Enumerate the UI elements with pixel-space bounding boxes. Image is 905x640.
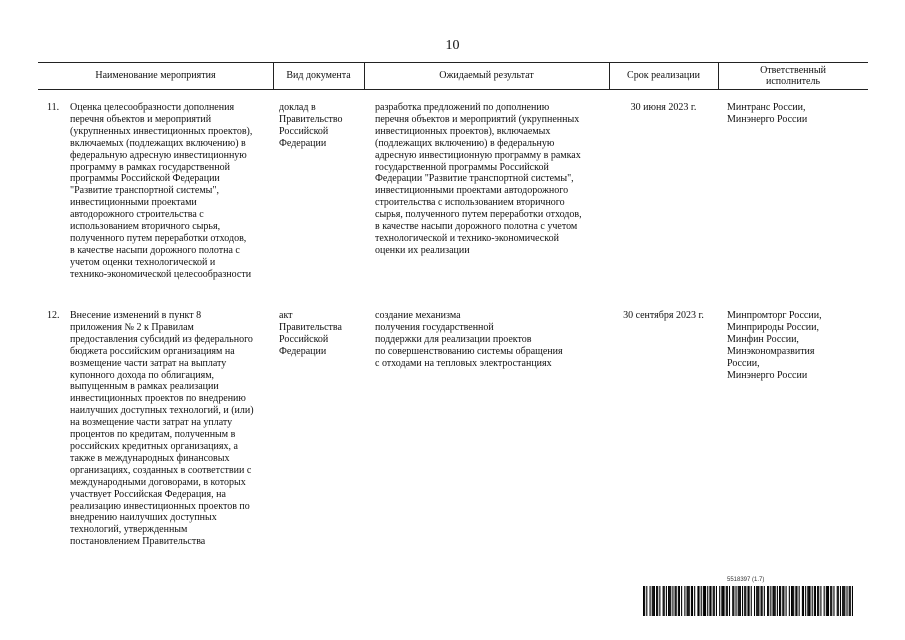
- row-executor: Минтранс России, Минэнерго России: [727, 102, 808, 125]
- barcode-bar: [786, 586, 787, 616]
- barcode-bar: [824, 586, 825, 616]
- barcode-bar: [780, 586, 781, 616]
- barcode-bar: [678, 586, 679, 616]
- barcode-bar: [704, 586, 705, 616]
- barcode-bar: [657, 586, 658, 616]
- barcode-bar: [707, 586, 708, 616]
- barcode-bar: [749, 586, 750, 616]
- barcode-bar: [722, 586, 723, 616]
- row-executor: Минпромторг России, Минприроды России, Минфин России, Минэкономразвития России, Минэнерго России: [727, 310, 822, 381]
- barcode-bar: [818, 586, 819, 616]
- header-executor: Ответственный исполнитель: [760, 64, 826, 87]
- barcode-bar: [844, 586, 845, 616]
- barcode-bar: [703, 586, 704, 616]
- row-doc-type: доклад в Правительство Российской Федерации: [279, 102, 343, 149]
- barcode-bar: [691, 586, 692, 616]
- barcode-bar: [777, 586, 778, 616]
- barcode-bar: [807, 586, 808, 616]
- barcode-bar: [762, 586, 763, 616]
- barcode-bar: [663, 586, 664, 616]
- barcode-bar: [684, 586, 685, 616]
- barcode-bar: [659, 586, 660, 616]
- barcode-bar: [789, 586, 790, 616]
- barcode-bar: [768, 586, 769, 616]
- barcode-bar: [656, 586, 657, 616]
- row-deadline: 30 сентября 2023 г.: [623, 310, 704, 321]
- page-number: 10: [445, 38, 460, 53]
- barcode-bar: [826, 586, 827, 616]
- barcode-bar: [653, 586, 654, 616]
- barcode-bar: [679, 586, 680, 616]
- barcode-bar: [838, 586, 839, 616]
- barcode-bar: [782, 586, 783, 616]
- barcode-bar: [719, 586, 720, 616]
- barcode-bar: [761, 586, 762, 616]
- barcode-bar: [694, 586, 695, 616]
- barcode-bar: [714, 586, 715, 616]
- barcode-bar: [692, 586, 693, 616]
- barcode-bar: [672, 586, 673, 616]
- barcode-bar: [729, 586, 730, 616]
- barcode-bar: [666, 586, 667, 616]
- barcode-bar: [772, 586, 773, 616]
- barcode-bar: [805, 586, 806, 616]
- barcode: [643, 586, 853, 616]
- barcode-bar: [837, 586, 838, 616]
- barcode-bar: [739, 586, 740, 616]
- row-name: Оценка целесообразности дополнения перечня объектов и мероприятий (укрупненных инвестиционных проектов), включаемых (подлежащих включению) в федеральную адресную инвестиционную программу в рамках государственной программы Российской Федерации "Развитие транспортной системы", инвестиционными проектами автодорожного строительства с использованием вторичного сырья, полученного путем переработки отходов, в качестве насыпи дорожного полотна с учетом оценки технологической и технико-экономической целесообразности: [70, 102, 253, 280]
- row-number: 12.: [47, 310, 60, 321]
- barcode-bar: [820, 586, 821, 616]
- barcode-bar: [697, 586, 698, 616]
- barcode-bar: [850, 586, 851, 616]
- barcode-bar: [814, 586, 815, 616]
- barcode-bar: [726, 586, 727, 616]
- barcode-bar: [791, 586, 792, 616]
- barcode-bar: [770, 586, 771, 616]
- barcode-bar: [698, 586, 699, 616]
- barcode-bar: [670, 586, 671, 616]
- barcode-bar: [833, 586, 834, 616]
- row-number: 11.: [47, 102, 60, 113]
- barcode-bar: [727, 586, 728, 616]
- row-deadline: 30 июня 2023 г.: [630, 102, 697, 113]
- barcode-bar: [654, 586, 655, 616]
- barcode-bar: [652, 586, 653, 616]
- row-result: разработка предложений по дополнению перечня объектов и мероприятий (укрупненных инвестиционных проектов), включаемых (подлежащих включению) в федеральную адресную инвестиционную программу в рамках государственной программы Российской Федерации "Развитие транспортной системы", инвестиционными проектами автодорожного строительства с использованием вторичного сырья, полученного путем переработки отходов, в качестве насыпи дорожного полотна с учетом технологической и технико-экономической оценки их реализации: [375, 102, 582, 256]
- barcode-bar: [795, 586, 796, 616]
- barcode-bar: [758, 586, 759, 616]
- barcode-bar: [754, 586, 755, 616]
- barcode-bar: [757, 586, 758, 616]
- barcode-bar: [852, 586, 853, 616]
- barcode-bar: [710, 586, 711, 616]
- barcode-bar: [705, 586, 706, 616]
- barcode-bar: [669, 586, 670, 616]
- barcode-bar: [809, 586, 810, 616]
- barcode-bar: [849, 586, 850, 616]
- barcode-bar: [751, 586, 752, 616]
- barcode-bar: [688, 586, 689, 616]
- header-doc-type: Вид документа: [286, 70, 351, 81]
- barcode-bar: [831, 586, 832, 616]
- barcode-bar: [803, 586, 804, 616]
- barcode-bar: [676, 586, 677, 616]
- barcode-bar: [747, 586, 748, 616]
- barcode-bar: [733, 586, 734, 616]
- barcode-bar: [827, 586, 828, 616]
- barcode-bar: [796, 586, 797, 616]
- barcode-bar: [828, 586, 829, 616]
- barcode-bar: [779, 586, 780, 616]
- barcode-bar: [646, 586, 647, 616]
- barcode-id: 5518397 (1.7): [727, 577, 765, 583]
- barcode-bar: [793, 586, 794, 616]
- barcode-bar: [721, 586, 722, 616]
- barcode-bar: [756, 586, 757, 616]
- barcode-bar: [735, 586, 736, 616]
- row-doc-type: акт Правительства Российской Федерации: [279, 310, 342, 357]
- barcode-bar: [742, 586, 743, 616]
- barcode-bar: [732, 586, 733, 616]
- barcode-bar: [650, 586, 651, 616]
- barcode-bar: [701, 586, 702, 616]
- barcode-bar: [689, 586, 690, 616]
- barcode-bar: [830, 586, 831, 616]
- barcode-bar: [840, 586, 841, 616]
- barcode-bar: [799, 586, 800, 616]
- barcode-bar: [643, 586, 644, 616]
- barcode-bar: [802, 586, 803, 616]
- barcode-bar: [716, 586, 717, 616]
- barcode-bar: [724, 586, 725, 616]
- barcode-bar: [740, 586, 741, 616]
- barcode-bar: [713, 586, 714, 616]
- barcode-bar: [744, 586, 745, 616]
- barcode-bar: [681, 586, 682, 616]
- barcode-bar: [843, 586, 844, 616]
- barcode-bar: [783, 586, 784, 616]
- barcode-bar: [846, 586, 847, 616]
- barcode-bar: [817, 586, 818, 616]
- header-name: Наименование мероприятия: [95, 70, 216, 81]
- barcode-bar: [812, 586, 813, 616]
- barcode-bar: [668, 586, 669, 616]
- barcode-bar: [675, 586, 676, 616]
- barcode-bar: [775, 586, 776, 616]
- barcode-bar: [745, 586, 746, 616]
- barcode-bar: [709, 586, 710, 616]
- barcode-bar: [767, 586, 768, 616]
- barcode-bar: [764, 586, 765, 616]
- row-name: Внесение изменений в пункт 8 приложения № 2 к Правилам предоставления субсидий из федерального бюджета российским организациям на возмещение части затрат на выплату купонного дохода по облигациям, выпущенным в рамках реализации инвестиционных проектов по внедрению наилучших доступных технологий, и (или) на возмещение части затрат на уплату процентов по кредитам, полученным в российских кредитных организациях, а также в международных финансовых организациях, созданных в соответствии с международными договорами, в которых участвует Российская Федерация, на реализацию инвестиционных проектов по внедрению наилучших доступных технологий, утвержденным постановлением Правительства: [70, 310, 254, 548]
- row-result: создание механизма получения государственной поддержки для реализации проектов по совершенствованию системы обращения с отходами на тепловых электростанциях: [375, 310, 563, 369]
- header-deadline: Срок реализации: [627, 70, 700, 81]
- barcode-bar: [815, 586, 816, 616]
- barcode-bar: [842, 586, 843, 616]
- header-bottom-rule: [38, 89, 868, 90]
- barcode-bar: [664, 586, 665, 616]
- barcode-bar: [687, 586, 688, 616]
- barcode-bar: [738, 586, 739, 616]
- barcode-bar: [792, 586, 793, 616]
- barcode-bar: [644, 586, 645, 616]
- barcode-bar: [774, 586, 775, 616]
- barcode-bar: [808, 586, 809, 616]
- header-result: Ожидаемый результат: [439, 70, 534, 81]
